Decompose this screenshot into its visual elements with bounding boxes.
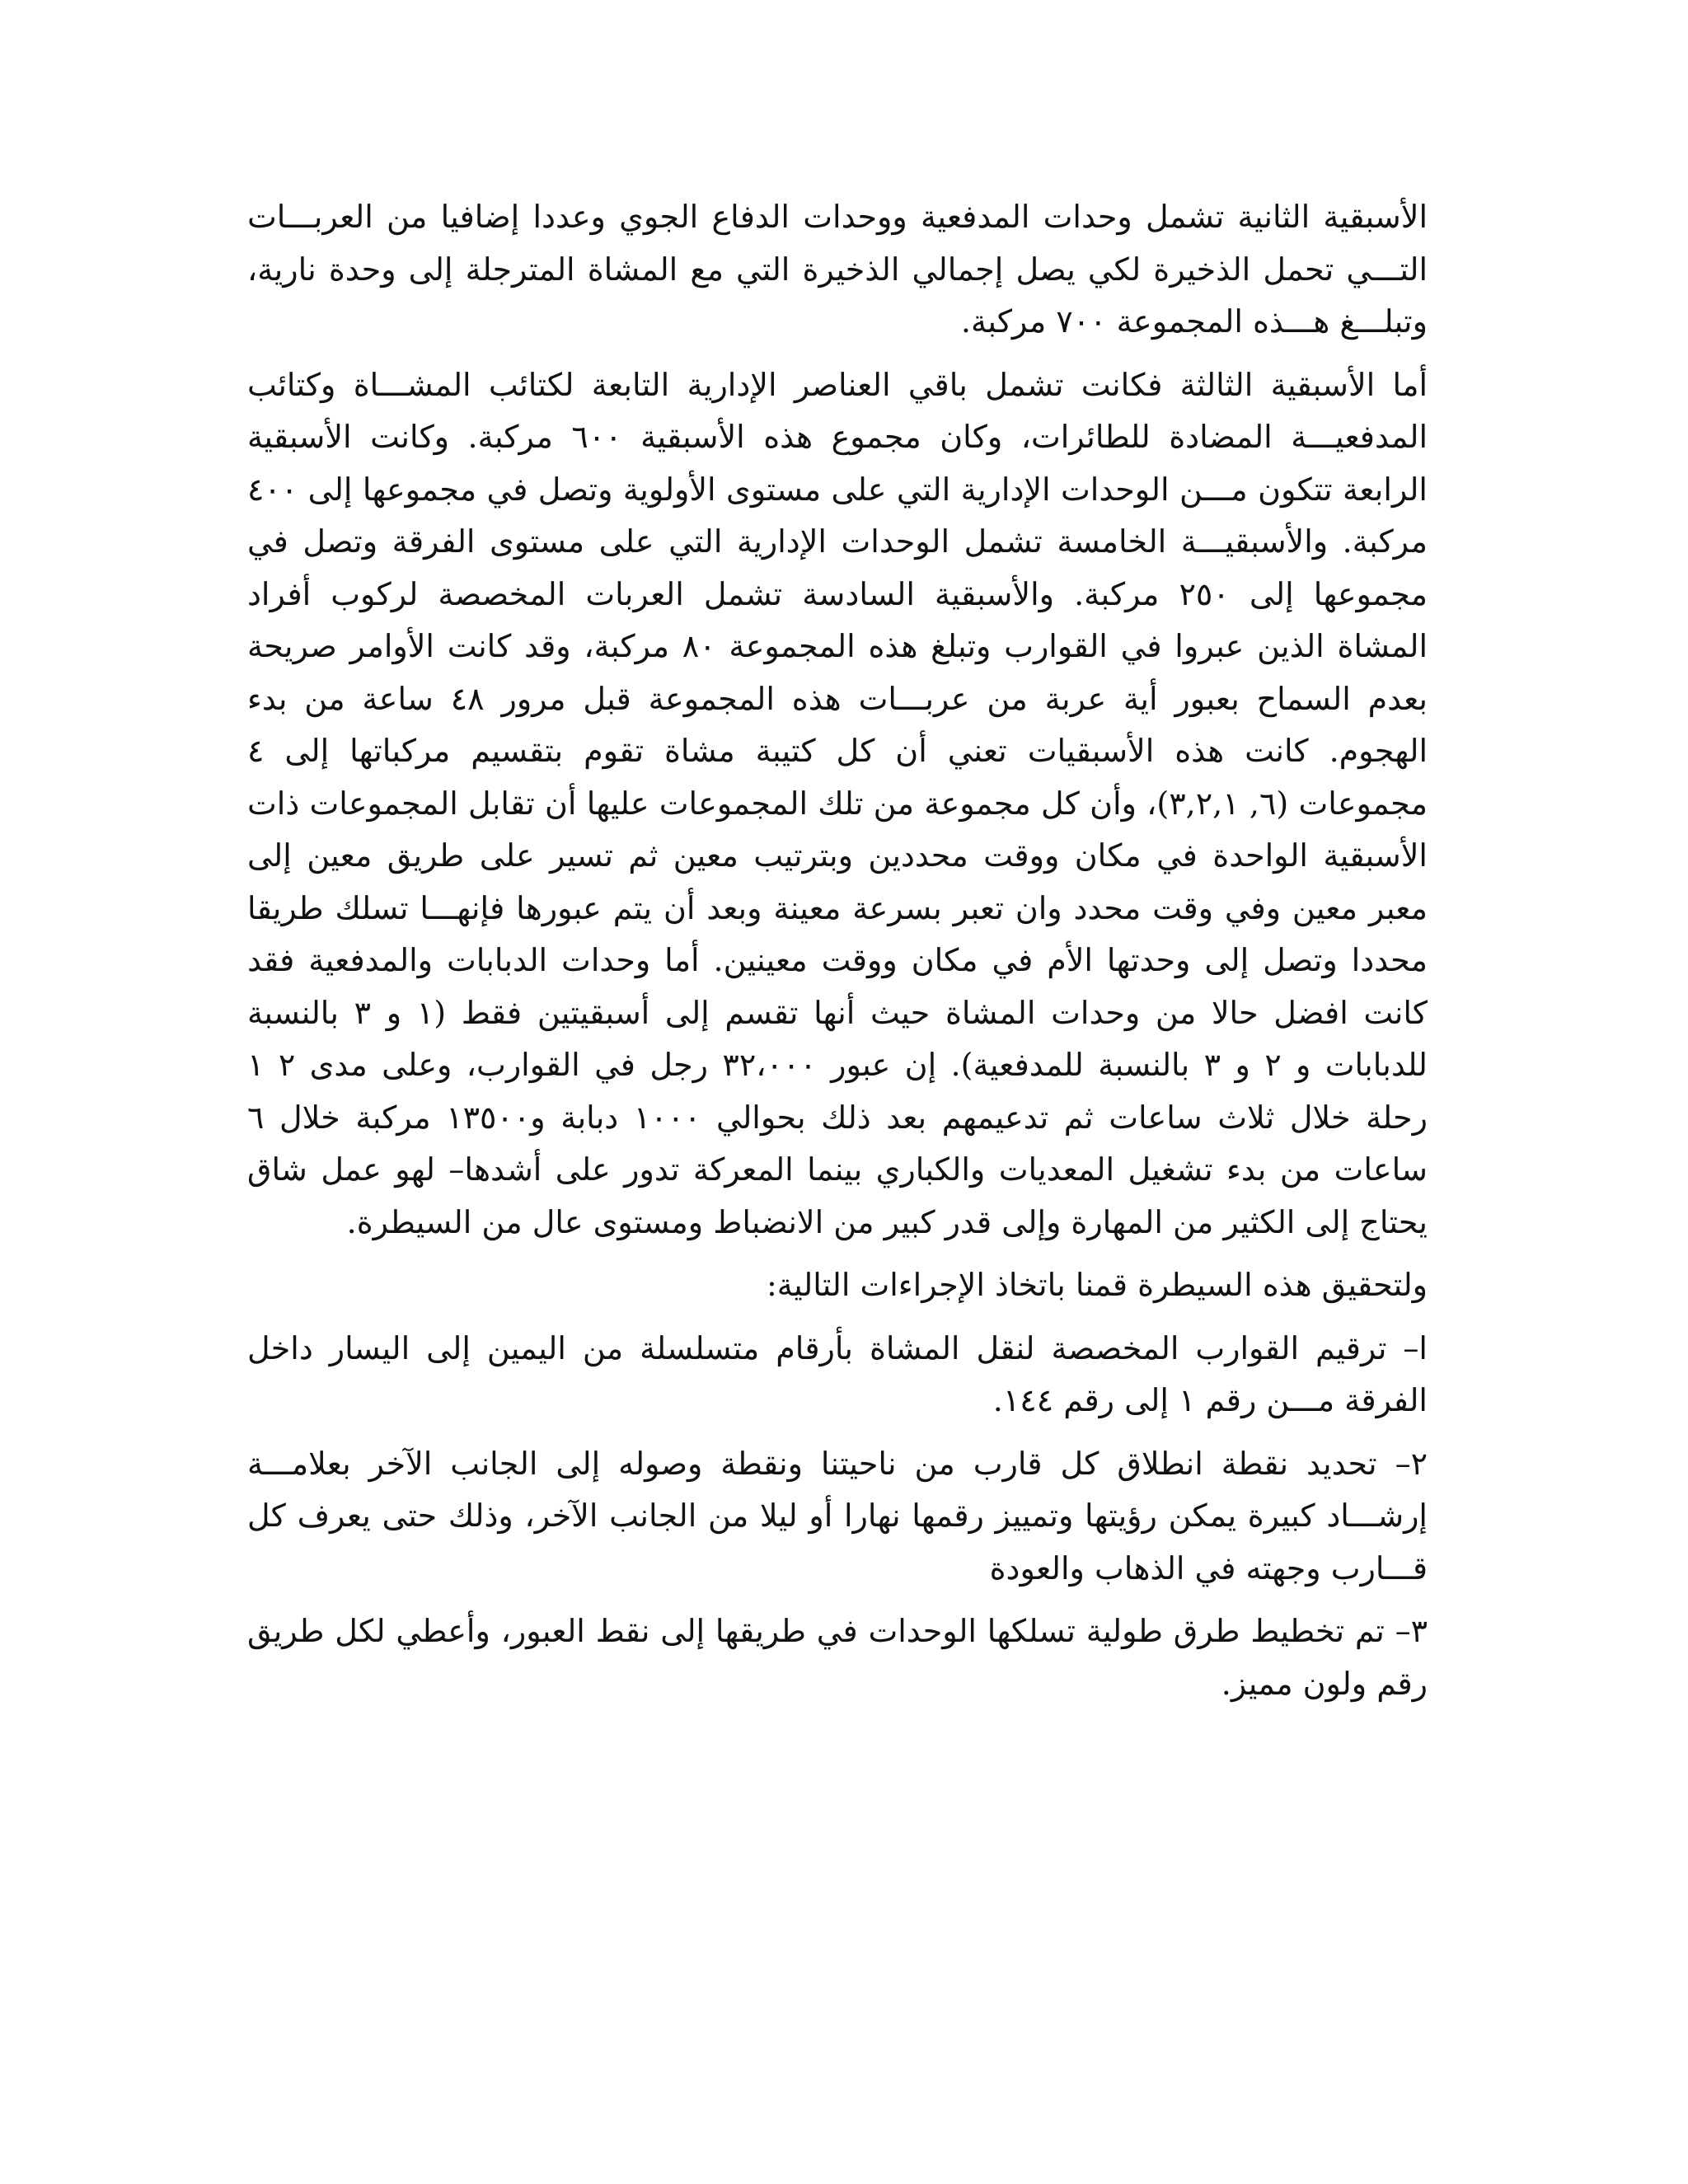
list-item-boat-numbering: ا– ترقيم القوارب المخصصة لنقل المشاة بأرقام متسلسلة من اليمين إلى اليسار داخل الفرقة مـــن رقم ١ إلى رقم ١٤٤. <box>247 1329 1428 1418</box>
paragraph-third-to-sixth-priority: أما الأسبقية الثالثة فكانت تشمل باقي العناصر الإدارية التابعة لكتائب المشـــاة وكتائب المدفعيـــة المضادة للطائرات، وكان مجموع هذه الأسبقية ٦٠٠ مركبة. وكانت الأسبقية الرابعة تتكون مـــن الوحدات الإدارية التي على مستوى الأولوية وتصل في مجموعها إلى ٤٠٠ مركبة. والأسبقيـــة الخامسة تشمل الوحدات الإدارية التي على مستوى الفرقة وتصل في مجموعها إلى ٢٥٠ مركبة. والأسبقية السادسة تشمل العربات المخصصة لركوب أفراد المشاة الذين عبروا في القوارب وتبلغ هذه المجموعة ٨٠ مركبة، وقد كانت الأوامر صريحة بعدم السماح بعبور أية عربة من عربـــات هذه المجموعة قبل مرور ٤٨ ساعة من بدء الهجوم. كانت هذه الأسبقيات تعني أن كل كتيبة مشاة تقوم بتقسيم مركباتها إلى ٤ مجموعات (٦, ٣,٢,١)، وأن كل مجموعة من تلك المجموعات عليها أن تقابل المجموعات ذات الأسبقية الواحدة في مكان ووقت محددين وبترتيب معين ثم تسير على طريق معين إلى معبر معين وفي وقت محدد وان تعبر بسرعة معينة وبعد أن يتم عبورها فإنهـــا تسلك طريقا محددا وتصل إلى وحدتها الأم في مكان ووقت معينين. أما وحدات الدبابات والمدفعية فقد كانت افضل حالا من وحدات المشاة حيث أنها تقسم إلى أسبقيتين فقط (١ و ٣ بالنسبة للدبابات و ٢ و ٣ بالنسبة للمدفعية). إن عبور ٣٢،٠٠٠ رجل في القوارب، وعلى مدى ٢ ١ رحلة خلال ثلاث ساعات ثم تدعيمهم بعد ذلك بحوالي ١٠٠٠ دبابة و١٣٥٠٠ مركبة خلال ٦ ساعات من بدء تشغيل المعديات والكباري بينما المعركة تدور على أشدها– لهو عمل شاق يحتاج إلى الكثير من المهارة وإلى قدر كبير من الانضباط ومستوى عال من السيطرة. <box>247 366 1428 1240</box>
list-item-launch-points: ٢– تحديد نقطة انطلاق كل قارب من ناحيتنا ونقطة وصوله إلى الجانب الآخر بعلامـــة إرشـــاد كبيرة يمكن رؤيتها وتمييز رقمها نهارا أو ليلا من الجانب الآخر، وذلك حتى يعرف كل قـــارب وجهته في الذهاب والعودة <box>247 1445 1428 1586</box>
paragraph-control-measures-intro: ولتحقيق هذه السيطرة قمنا باتخاذ الإجراءات التالية: <box>766 1267 1428 1303</box>
list-item-routes: ٣– تم تخطيط طرق طولية تسلكها الوحدات في طريقها إلى نقط العبور، وأعطي لكل طريق رقم ولون مميز. <box>247 1613 1428 1702</box>
body-text <box>247 191 1428 1721</box>
paragraph-second-priority: الأسبقية الثانية تشمل وحدات المدفعية ووحدات الدفاع الجوي وعددا إضافيا من العربـــات التـــي تحمل الذخيرة لكي يصل إجمالي الذخيرة التي مع المشاة المترجلة إلى وحدة نارية، وتبلـــغ هـــذه المجموعة ٧٠٠ مركبة. <box>247 199 1428 340</box>
